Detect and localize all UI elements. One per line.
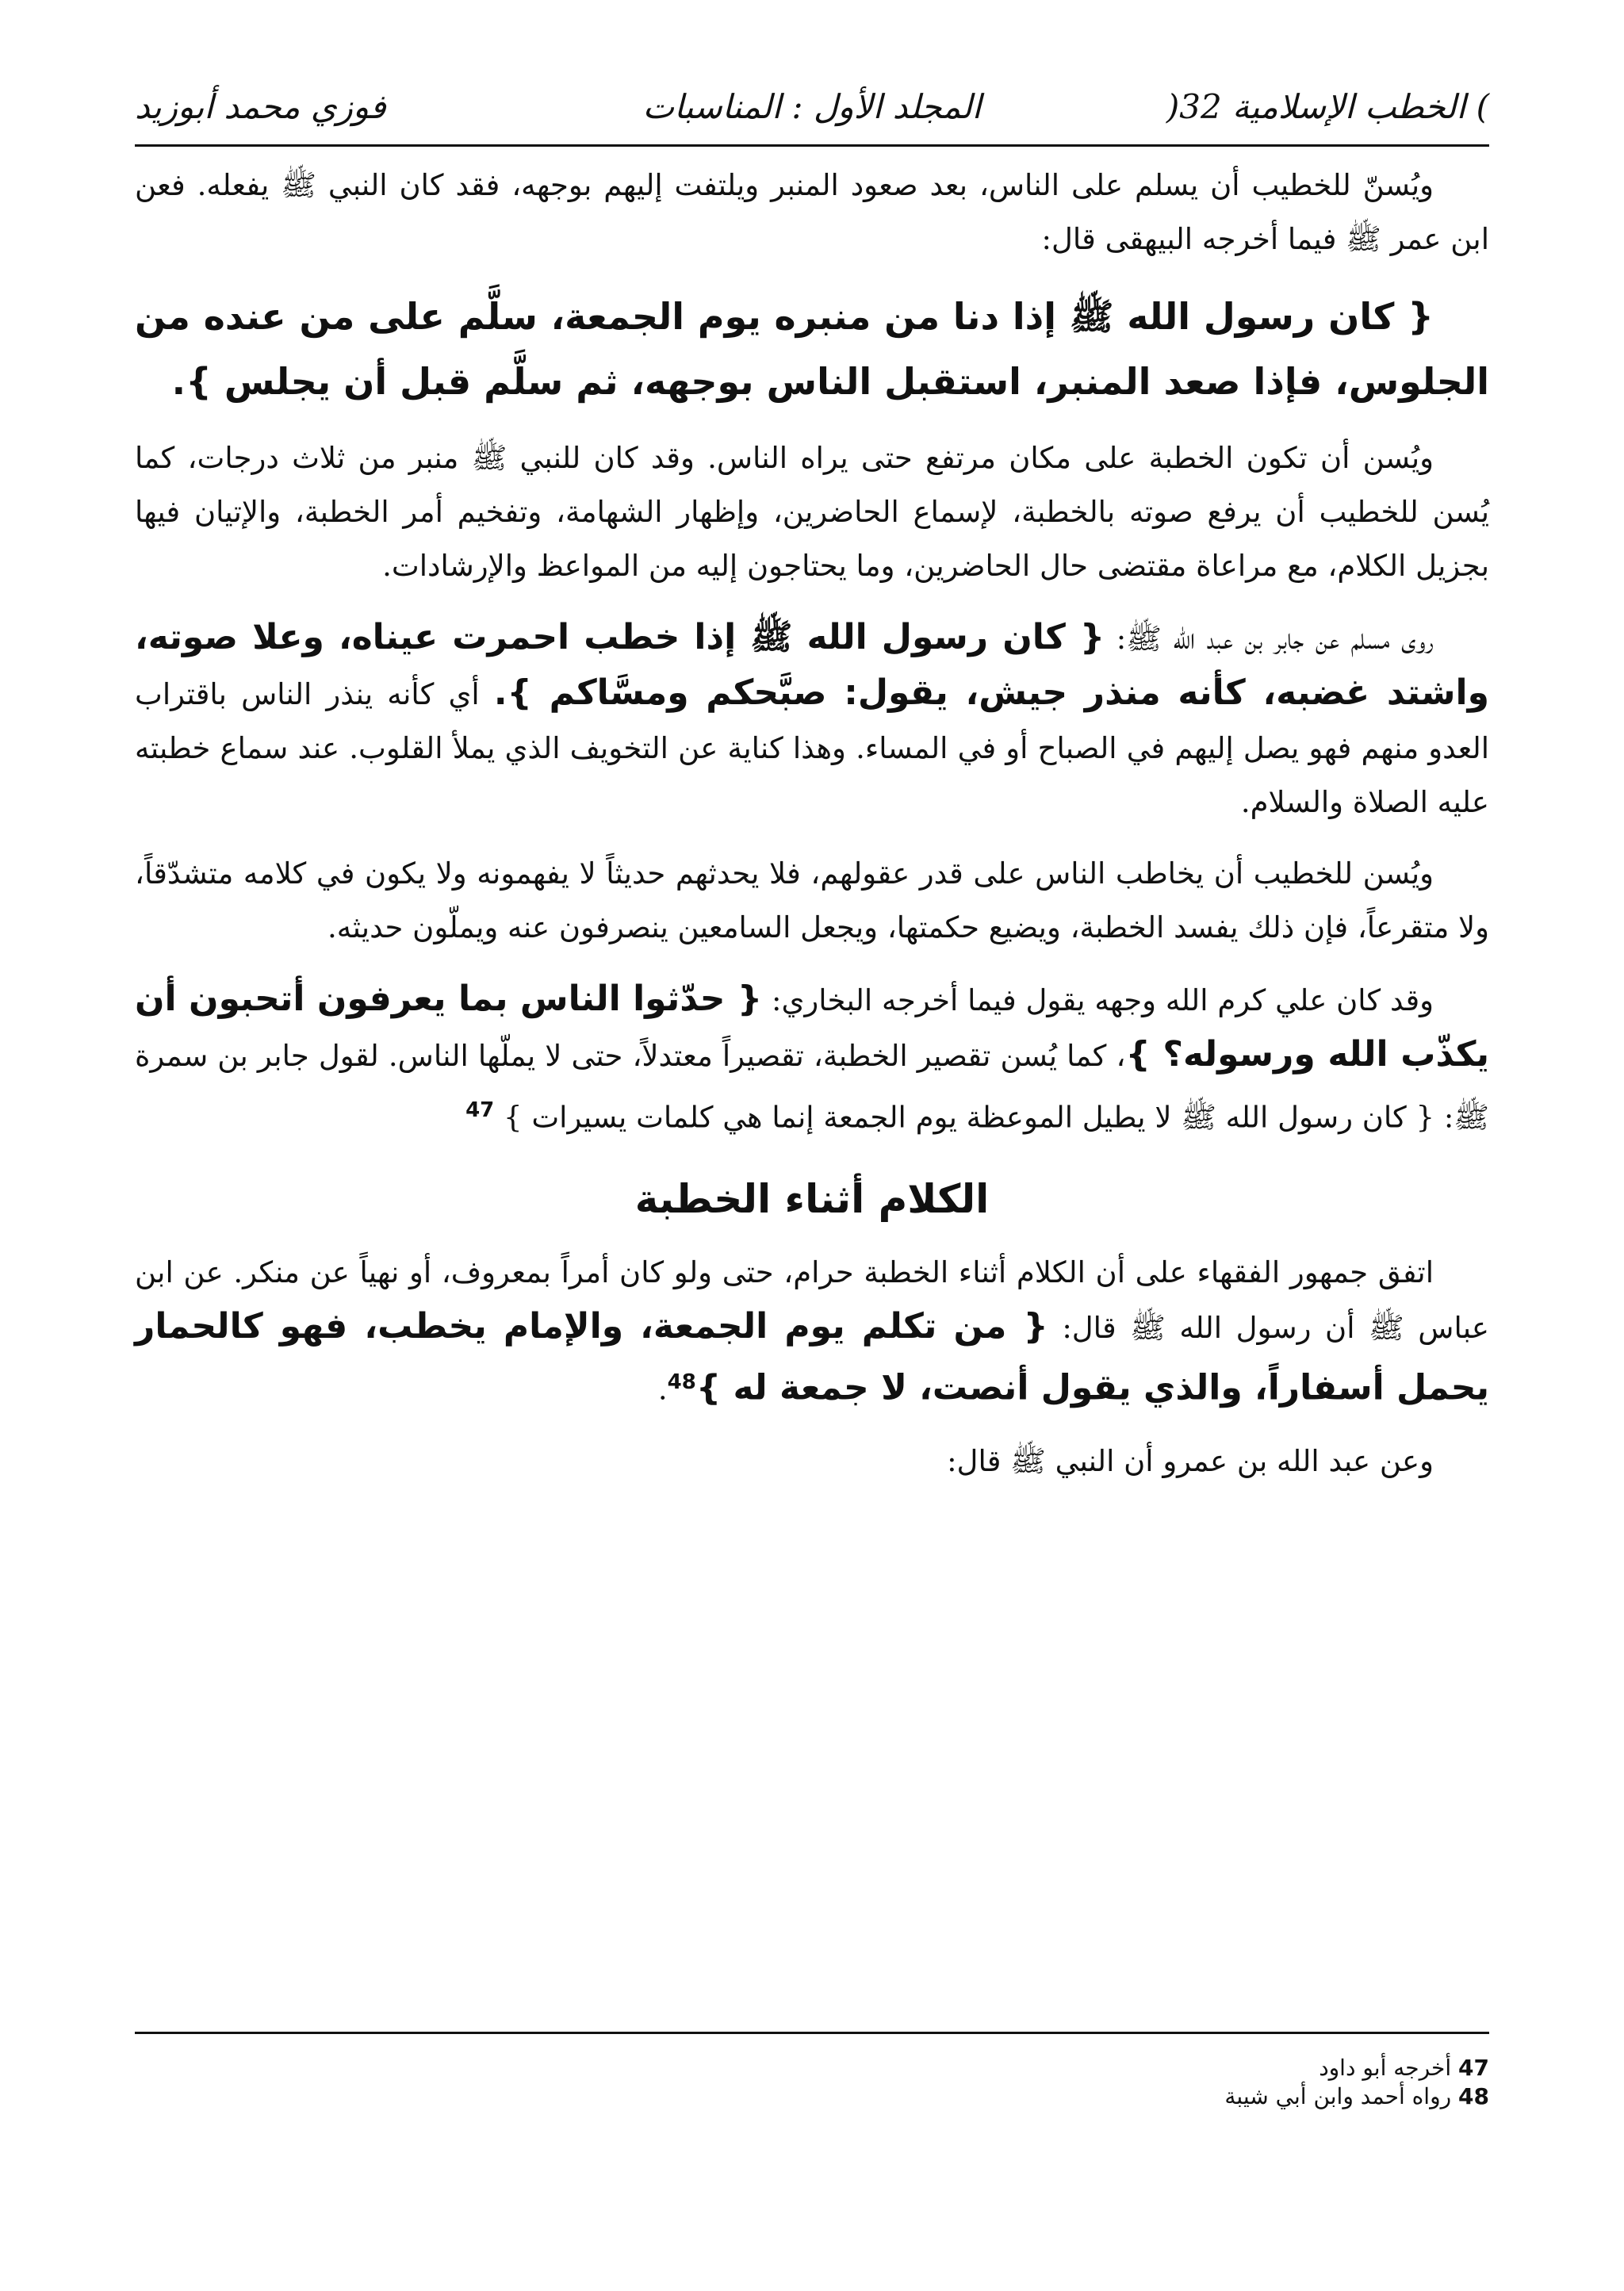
page-header xyxy=(135,73,1489,147)
footnote-number: 47 xyxy=(1458,2055,1489,2081)
hadith-text: { من تكلم يوم الجمعة، والإمام يخطب، فهو كالحمار يحمل أسفاراً، والذي يقول أنصت، لا جمعة له } xyxy=(135,1306,1489,1408)
paragraph-text-after: أي كأنه ينذر الناس باقتراب العدو منهم فهو يصل إليهم في الصباح أو في المساء. وهذا كناية عن التخويف الذي يملأ القلوب. عند سماع خطبته عليه الصلاة والسلام. xyxy=(135,677,1489,819)
paragraph-text: ويُسن للخطيب أن يخاطب الناس على قدر عقولهم، فلا يحدثهم حديثاً لا يفهمونه ولا يكون في كلامه متشدّقاً، ولا متقرعاً، فإن ذلك يفسد الخطبة، ويضيع حكمتها، ويجعل السامعين ينصرفون عنه ويملّون حديثه. xyxy=(135,856,1489,944)
footnote-divider xyxy=(135,2032,1489,2034)
paragraph-text: اتفق جمهور الفقهاء على أن الكلام أثناء الخطبة حرام، حتى ولو كان أمراً بمعروف، أو نهياً عن منكر. عن ابن عباس ﷺ أن رسول الله ﷺ قال: xyxy=(135,1255,1489,1346)
hadith-text: { كان رسول الله ﷺ إذا خطب احمرت عيناه، وعلا صوته، واشتد غضبه، كأنه منذر جيش، يقول: صبَّحكم ومسَّاكم }. xyxy=(135,617,1489,713)
header-book-title: ) الخطب الإسلامية 32( xyxy=(1166,87,1489,126)
footnote xyxy=(1224,2082,1489,2111)
paragraph-text: وعن عبد الله بن عمرو أن النبي ﷺ قال: xyxy=(947,1443,1434,1478)
paragraph-text-after: ، كما يُسن تقصير الخطبة، تقصيراً معتدلاً، حتى لا يملّها الناس. لقول جابر بن سمرة ﷺ: { كان رسول الله ﷺ لا يطيل الموعظة يوم الجمعة إنما هي كلمات يسيرات } xyxy=(135,1039,1489,1135)
footnote-text: رواه أحمد وابن أبي شيبة xyxy=(1224,2083,1452,2109)
main-text xyxy=(135,159,1489,1506)
paragraph xyxy=(135,847,1489,955)
paragraph xyxy=(135,1435,1489,1488)
paragraph-text: روى مسلم عن جابر بن عبد الله ﷺ: xyxy=(1105,622,1434,656)
paragraph-text: ويُسنّ للخطيب أن يسلم على الناس، بعد صعود المنبر ويلتفت إليهم بوجهه، فقد كان النبي ﷺ يفعله. فعن ابن عمر ﷺ فيما أخرجه البيهقى قال: xyxy=(135,168,1489,256)
hadith-text: { كان رسول الله ﷺ إذا دنا من منبره يوم الجمعة، سلَّم على من عنده من الجلوس، فإذا صعد المنبر، استقبل الناس بوجهه، ثم سلَّم قبل أن يجلس }. xyxy=(135,295,1489,403)
footnote-ref[interactable]: 47 xyxy=(465,1098,495,1122)
paragraph-text-after: . xyxy=(657,1372,668,1407)
paragraph xyxy=(135,159,1489,266)
footnotes xyxy=(1224,2054,1489,2111)
header-author: فوزي محمد أبوزيد xyxy=(135,87,386,126)
hadith-paragraph xyxy=(135,284,1489,414)
paragraph xyxy=(135,1246,1489,1416)
hadith-text: { حدّثوا الناس بما يعرفون أتحبون أن يكذّب الله ورسوله؟ } xyxy=(135,979,1490,1075)
paragraph-text: وقد كان علي كرم الله وجهه يقول فيما أخرجه البخاري: xyxy=(762,983,1434,1017)
footnote-ref[interactable]: 48 xyxy=(667,1370,696,1395)
footnote-number: 48 xyxy=(1458,2083,1489,2109)
paragraph xyxy=(135,431,1489,593)
footnote-text: أخرجه أبو داود xyxy=(1319,2055,1452,2081)
section-heading: الكلام أثناء الخطبة xyxy=(634,1176,990,1223)
header-volume: المجلد الأول : المناسبات xyxy=(642,87,982,126)
footnote xyxy=(1224,2054,1489,2082)
paragraph-text: ويُسن أن تكون الخطبة على مكان مرتفع حتى يراه الناس. وقد كان للنبي ﷺ منبر من ثلاث درجات، كما يُسن للخطيب أن يرفع صوته بالخطبة، لإسماع الحاضرين، وإظهار الشهامة، وتفخيم أمر الخطبة، والإتيان فيها بجزيل الكلام، مع مراعاة مقتضى حال الحاضرين، وما يحتاجون إليه من المواعظ والإرشادات. xyxy=(135,441,1489,583)
paragraph xyxy=(135,611,1489,829)
paragraph xyxy=(135,972,1489,1144)
